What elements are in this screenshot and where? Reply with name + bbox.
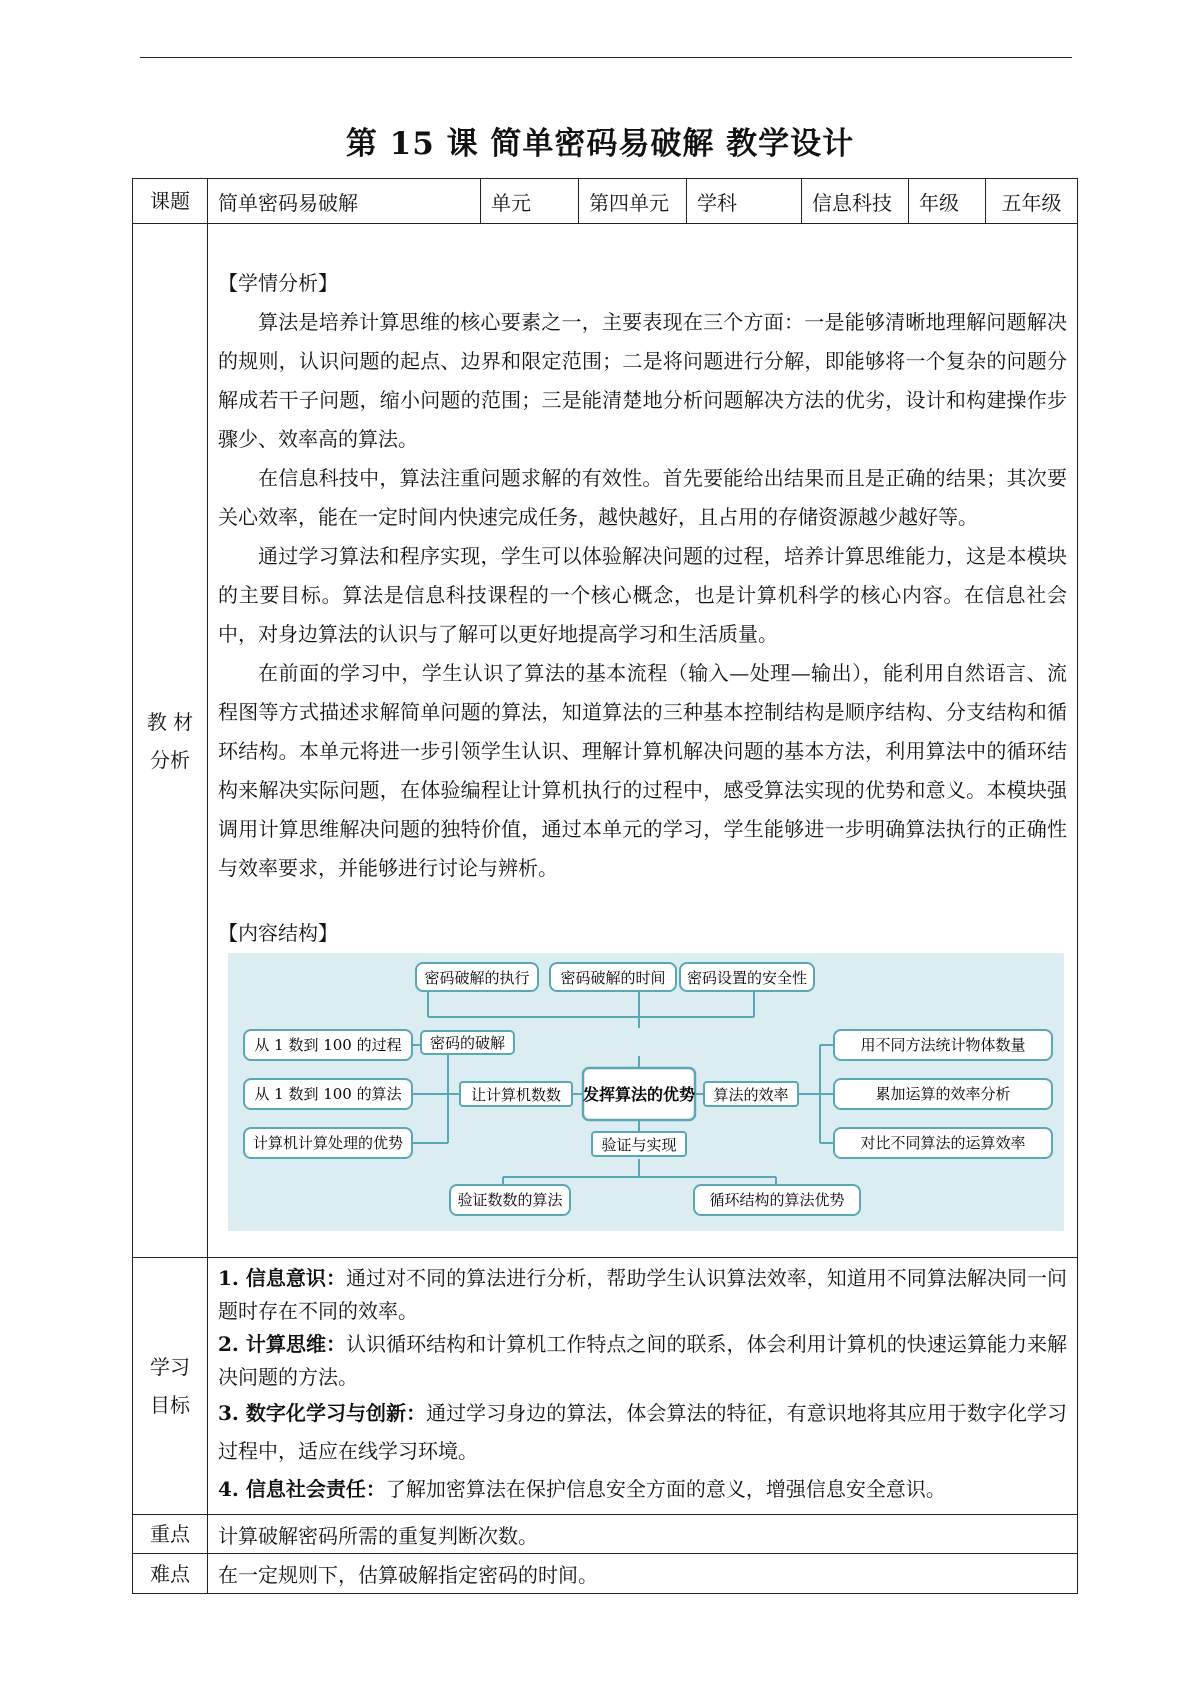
diagram-left-branch [460, 1082, 572, 1106]
node-verify-implement: 验证与实现 [601, 1136, 677, 1154]
node-algorithm-efficiency: 算法的效率 [713, 1086, 789, 1104]
analysis-content [208, 224, 1078, 1258]
difficulty-text: 在一定规则下，估算破解指定密码的时间。 [208, 1554, 1078, 1594]
topic-value: 简单密码易破解 [208, 179, 481, 224]
difficulty-label: 难点 [133, 1554, 208, 1594]
grade-label: 年级 [909, 179, 986, 224]
topic-label: 课题 [133, 179, 208, 224]
grade-value: 五年级 [986, 179, 1078, 224]
node-let-computer-count: 让计算机数数 [470, 1086, 562, 1104]
diagram-bottom-branch [592, 1132, 686, 1156]
node-left-item: 从 1 数到 100 的过程 [254, 1036, 402, 1054]
diagram-left-items [244, 1030, 412, 1158]
page-title: 第 15 课 简单密码易破解 教学设计 [345, 126, 855, 162]
diagram-top-branch [421, 1031, 514, 1054]
content-structure-diagram [228, 953, 1064, 1231]
key-point-label: 重点 [133, 1515, 208, 1554]
section-title-content-structure: 【内容结构】 [218, 921, 338, 945]
header-rule [140, 57, 1072, 58]
node-left-item: 从 1 数到 100 的算法 [254, 1085, 402, 1103]
goals-row [133, 1258, 1078, 1515]
goal-item: 2. 计算思维：认识循环结构和计算机工作特点之间的联系，体会利用计算机的快速运算能力来解决问题的方法。 [218, 1332, 1068, 1389]
node-left-item: 计算机计算处理的优势 [252, 1134, 404, 1152]
subject-value: 信息科技 [802, 179, 909, 224]
goals-content [208, 1258, 1078, 1515]
analysis-label: 教 材 分析 [133, 224, 208, 1258]
difficulty-row [133, 1554, 1078, 1594]
unit-value: 第四单元 [579, 179, 687, 224]
diagram-top-items [416, 963, 814, 991]
node-right-item: 对比不同算法的运算效率 [860, 1134, 1026, 1152]
header-row [133, 179, 1078, 224]
analysis-paragraph: 在前面的学习中，学生认识了算法的基本流程（输入—处理—输出），能利用自然语言、流程图等方式描述求解简单问题的算法，知道算法的三种基本控制结构是顺序结构、分支结构和循环结构。本单元将进一步引领学生认识、理解计算机解决问题的基本方法，利用算法中的循环结构来解决实际问题，在体验编程让计算机执行的过程中，感受算法实现的优势和意义。本模块强调用计算思维解决问题的独特价值，通过本单元的学习，学生能够进一步明确算法执行的正确性与效率要求，并能够进行讨论与辨析。 [218, 661, 1067, 880]
node-right-item: 累加运算的效率分析 [875, 1085, 1011, 1103]
diagram-center [582, 1068, 695, 1120]
analysis-paragraph: 在信息科技中，算法注重问题求解的有效性。首先要能给出结果而且是正确的结果；其次要关心效率，能在一定时间内快速完成任务，越快越好，且占用的存储资源越少越好等。 [218, 466, 1067, 529]
diagram-right-branch [704, 1082, 798, 1106]
lesson-plan-table [132, 178, 1078, 1594]
goal-item: 4. 信息社会责任：了解加密算法在保护信息安全方面的意义，增强信息安全意识。 [218, 1477, 946, 1501]
key-point-row [133, 1515, 1078, 1554]
node-top-item: 密码破解的执行 [424, 969, 530, 987]
node-top-item: 密码设置的安全性 [686, 969, 808, 987]
node-center: 发挥算法的优势 [582, 1085, 696, 1104]
key-point-text: 计算破解密码所需的重复判断次数。 [208, 1515, 1078, 1554]
node-top-item: 密码破解的时间 [560, 969, 666, 987]
node-right-item: 用不同方法统计物体数量 [860, 1036, 1026, 1054]
unit-label: 单元 [481, 179, 579, 224]
goal-item: 3. 数字化学习与创新：通过学习身边的算法，体会算法的特征，有意识地将其应用于数字化学习过程中，适应在线学习环境。 [218, 1401, 1067, 1463]
node-password-cracking: 密码的破解 [429, 1034, 506, 1052]
diagram-right-items [834, 1030, 1052, 1158]
analysis-row [133, 224, 1078, 1258]
goals-label: 学习 目标 [133, 1258, 208, 1515]
node-bottom-item: 验证数数的算法 [457, 1191, 563, 1209]
subject-label: 学科 [687, 179, 802, 224]
node-bottom-item: 循环结构的算法优势 [709, 1191, 845, 1209]
section-title-learning-analysis: 【学情分析】 [218, 271, 338, 295]
analysis-paragraph: 通过学习算法和程序实现，学生可以体验解决问题的过程，培养计算思维能力，这是本模块的主要目标。算法是信息科技课程的一个核心概念，也是计算机科学的核心内容。在信息社会中，对身边算法的认识与了解可以更好地提高学习和生活质量。 [218, 544, 1067, 646]
analysis-paragraph: 算法是培养计算思维的核心要素之一，主要表现在三个方面：一是能够清晰地理解问题解决的规则，认识问题的起点、边界和限定范围；二是将问题进行分解，即能够将一个复杂的问题分解成若干子问题，缩小问题的范围；三是能清楚地分析问题解决方法的优劣，设计和构建操作步骤少、效率高的算法。 [218, 310, 1067, 451]
goal-item: 1. 信息意识：通过对不同的算法进行分析，帮助学生认识算法效率，知道用不同算法解决同一问题时存在不同的效率。 [218, 1266, 1068, 1323]
